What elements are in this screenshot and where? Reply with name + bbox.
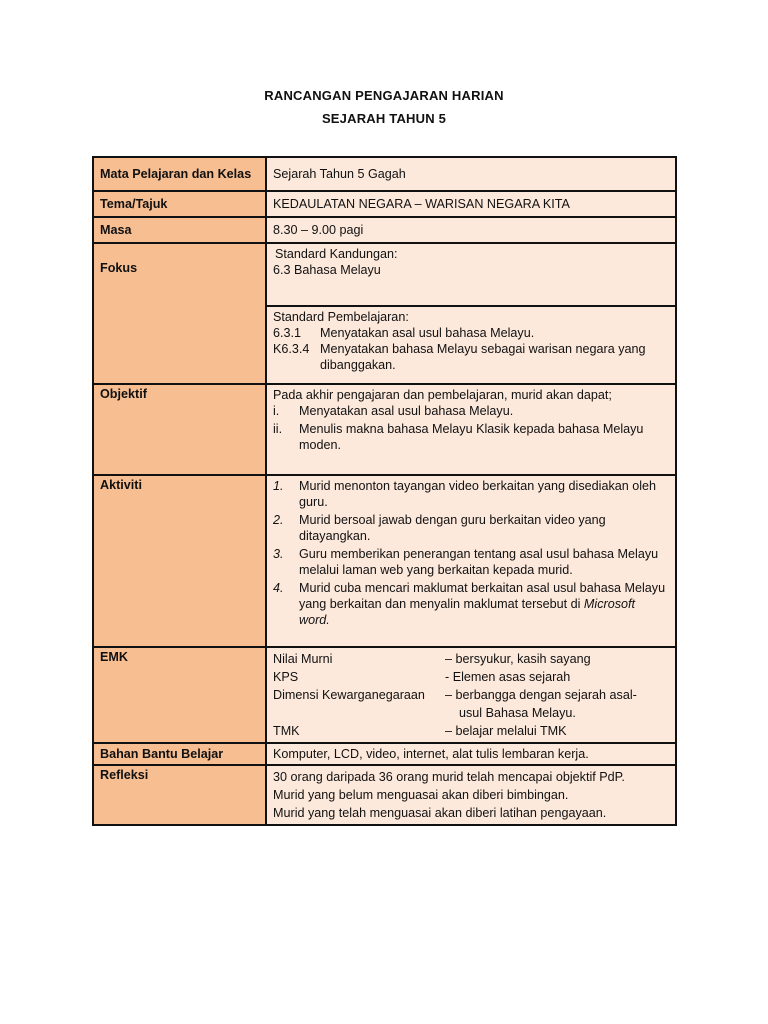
label-materials: Bahan Bantu Belajar (93, 743, 266, 765)
table-row-time (93, 217, 676, 243)
emk-item (273, 722, 669, 740)
label-objective: Objektif (93, 384, 266, 475)
table-row-emk (93, 647, 676, 743)
list-text: Murid bersoal jawab dengan guru berkaitan video yang ditayangkan. (299, 513, 606, 543)
value-subject: Sejarah Tahun 5 Gagah (266, 157, 676, 191)
label-subject: Mata Pelajaran dan Kelas (93, 157, 266, 191)
list-item (273, 580, 669, 628)
emk-value: - Elemen asas sejarah (445, 670, 571, 684)
list-text: Guru memberikan penerangan tentang asal usul bahasa Melayu melalui laman web yang berkaitan kepada murid. (299, 547, 659, 577)
value-activity (266, 475, 676, 647)
table-row-focus-content (93, 243, 676, 306)
list-item (273, 403, 669, 419)
table-row-activity (93, 475, 676, 647)
objective-intro: Pada akhir pengajaran dan pembelajaran, murid akan dapat; (273, 388, 612, 402)
document-subtitle: SEJARAH TAHUN 5 (321, 111, 447, 126)
activity-list (273, 478, 669, 628)
table-row-theme (93, 191, 676, 217)
emk-item (273, 686, 669, 704)
learning-standard-item (273, 341, 669, 373)
list-number: i. (273, 404, 280, 418)
objective-list (273, 403, 669, 453)
value-reflection (266, 765, 676, 825)
list-number: ii. (273, 422, 283, 436)
list-text: Menyatakan asal usul bahasa Melayu. (299, 404, 514, 418)
list-text-italic: Microsoft word. (299, 597, 636, 627)
label-activity: Aktiviti (93, 475, 266, 647)
content-standard-value: 6.3 Bahasa Melayu (273, 263, 381, 277)
list-text: Murid cuba mencari maklumat berkaitan asal usul bahasa Melayu yang berkaitan dan menyalin maklumat tersebut di (299, 581, 666, 611)
value-objective (266, 384, 676, 475)
label-reflection: Refleksi (93, 765, 266, 825)
emk-value-continued: usul Bahasa Melayu. (459, 706, 576, 720)
reflection-line: 30 orang daripada 36 orang murid telah mencapai objektif PdP. (273, 770, 625, 784)
list-item (273, 546, 669, 578)
list-item (273, 478, 669, 510)
emk-item (273, 668, 669, 686)
emk-value: – berbangga dengan sejarah asal- (445, 688, 637, 702)
emk-key: Dimensi Kewarganegaraan (273, 688, 425, 702)
table-row-reflection (93, 765, 676, 825)
emk-key: TMK (273, 724, 300, 738)
list-number: 3. (273, 547, 284, 561)
list-number: 1. (273, 479, 284, 493)
label-focus: Fokus (93, 243, 266, 384)
document-title: RANCANGAN PENGAJARAN HARIAN (264, 88, 504, 103)
learning-standard-text: Menyatakan asal usul bahasa Melayu. (320, 326, 535, 340)
value-content-standard (266, 243, 676, 306)
emk-key: Nilai Murni (273, 652, 333, 666)
label-emk: EMK (93, 647, 266, 743)
emk-item (273, 650, 669, 668)
table-row-materials (93, 743, 676, 765)
list-item (273, 512, 669, 544)
list-number: 4. (273, 581, 284, 595)
learning-standard-item (273, 325, 669, 341)
learning-standard-code: 6.3.1 (273, 326, 302, 340)
value-materials: Komputer, LCD, video, internet, alat tulis lembaran kerja. (266, 743, 676, 765)
list-number: 2. (273, 513, 284, 527)
reflection-line: Murid yang belum menguasai akan diberi bimbingan. (273, 788, 569, 802)
list-text: Murid menonton tayangan video berkaitan yang disediakan oleh guru. (299, 479, 657, 509)
reflection-line: Murid yang telah menguasai akan diberi latihan pengayaan. (273, 806, 607, 820)
table-row-objective (93, 384, 676, 475)
content-standard-title: Standard Kandungan: (275, 247, 398, 261)
list-text: Menulis makna bahasa Melayu Klasik kepada bahasa Melayu moden. (299, 422, 644, 452)
learning-standard-text: Menyatakan bahasa Melayu sebagai warisan negara yang dibanggakan. (320, 342, 646, 372)
learning-standard-title: Standard Pembelajaran: (273, 310, 409, 324)
label-theme: Tema/Tajuk (93, 191, 266, 217)
label-time: Masa (93, 217, 266, 243)
emk-value: – bersyukur, kasih sayang (445, 652, 591, 666)
table-row-subject (93, 157, 676, 191)
lesson-plan-table (92, 156, 677, 826)
learning-standard-code: K6.3.4 (273, 342, 310, 356)
emk-value: – belajar melalui TMK (445, 724, 567, 738)
value-learning-standard (266, 306, 676, 384)
emk-key: KPS (273, 670, 299, 684)
value-time: 8.30 – 9.00 pagi (266, 217, 676, 243)
value-theme: KEDAULATAN NEGARA – WARISAN NEGARA KITA (266, 191, 676, 217)
list-item (273, 421, 669, 453)
value-emk (266, 647, 676, 743)
